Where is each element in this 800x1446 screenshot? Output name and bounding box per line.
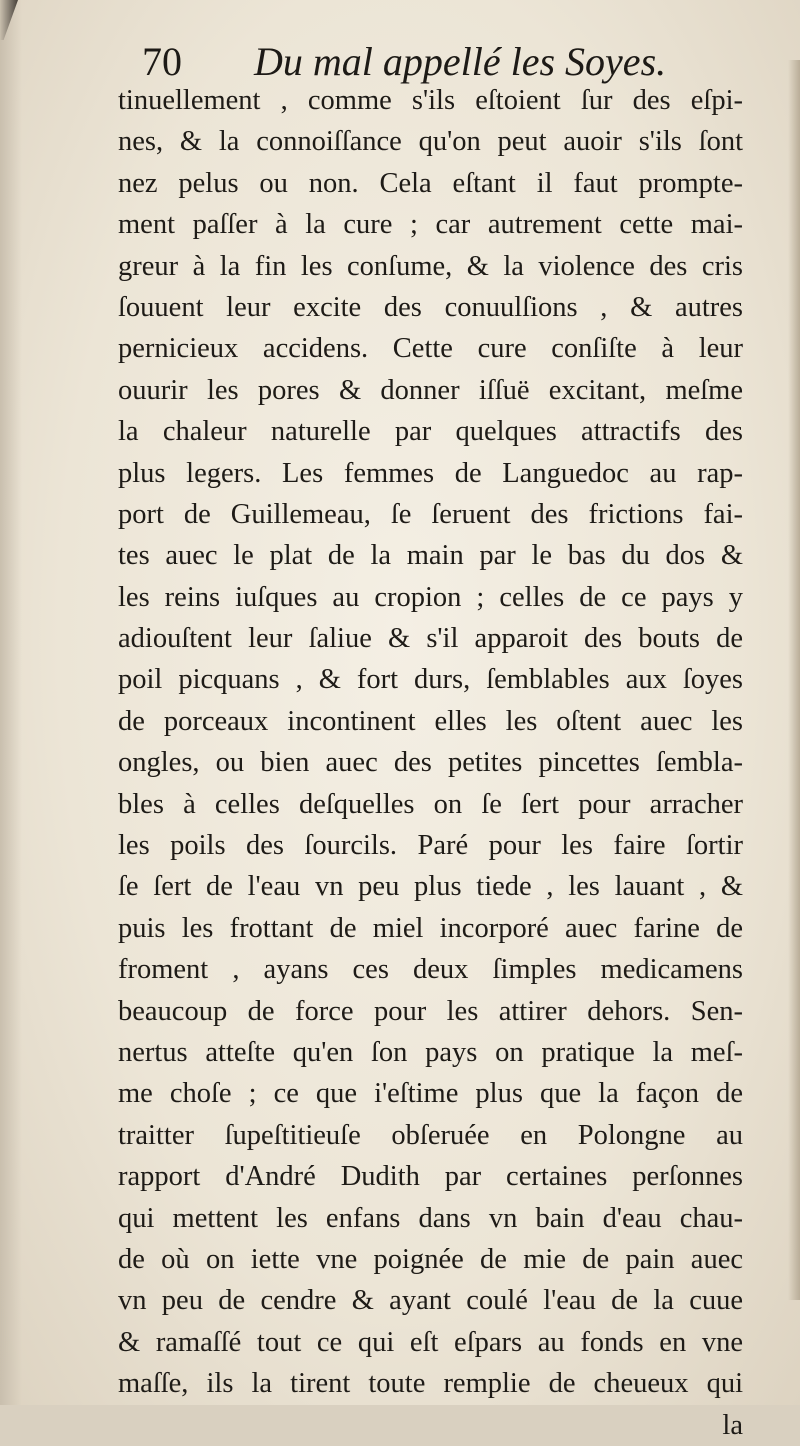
text-line: tinuellement , comme s'ils eſtoient ſur des eſpi-: [118, 85, 743, 116]
body-text: [118, 80, 743, 1446]
text-line: les poils des ſourcils. Paré pour les faire ſortir: [118, 830, 743, 862]
running-title: Du mal appellé les Soyes.: [254, 39, 667, 84]
text-line: bles à celles deſquelles on ſe ſert pour arracher: [118, 788, 743, 820]
text-line: ongles, ou bien auec des petites pincettes ſembla-: [118, 747, 743, 779]
text-line: qui mettent les enfans dans vn bain d'eau chau-: [118, 1202, 743, 1234]
text-line: de où on iette vne poignée de mie de pain auec: [118, 1243, 743, 1275]
binding-shadow: [0, 0, 22, 1405]
text-line: tes auec le plat de la main par le bas du dos &: [118, 540, 743, 572]
text-line: puis les frottant de miel incorporé auec farine de: [118, 912, 743, 944]
text-line: & ramaſſé tout ce qui eſt eſpars au fonds en vne: [118, 1326, 743, 1358]
text-line: poil picquans , & fort durs, ſemblables aux ſoyes: [118, 664, 743, 696]
text-line: greur à la fin les conſume, & la violence des cris: [118, 250, 743, 282]
text-line: beaucoup de force pour les attirer dehors. Sen-: [118, 995, 743, 1027]
text-line: me choſe ; ce que i'eſtime plus que la façon de: [118, 1078, 743, 1110]
page-edge-shadow: [788, 60, 800, 1300]
text-line: vn peu de cendre & ayant coulé l'eau de la cuue: [118, 1285, 743, 1317]
text-line: la chaleur naturelle par quelques attractifs des: [118, 416, 743, 448]
text-line: nez pelus ou non. Cela eſtant il faut prompte-: [118, 167, 743, 199]
text-line: ouurir les pores & donner iſſuë excitant, meſme: [118, 374, 743, 406]
text-line: ment paſſer à la cure ; car autrement cette mai-: [118, 209, 743, 241]
text-line: port de Guillemeau, ſe ſeruent des frictions fai-: [118, 498, 743, 530]
catchword: la: [722, 1409, 743, 1441]
text-line: ſouuent leur excite des conuulſions , & autres: [118, 291, 743, 323]
text-line: rapport d'André Dudith par certaines perſonnes: [118, 1161, 743, 1193]
text-line: nertus atteſte qu'en ſon pays on pratique la meſ-: [118, 1036, 743, 1068]
text-line: les reins iuſques au cropion ; celles de ce pays y: [118, 581, 743, 613]
text-line: plus legers. Les femmes de Languedoc au rap-: [118, 457, 743, 489]
text-line: de porceaux incontinent elles les oſtent auec les: [118, 705, 743, 737]
text-line: pernicieux accidens. Cette cure conſiſte à leur: [118, 333, 743, 365]
text-line: traitter ſupeſtitieuſe obſeruée en Polongne au: [118, 1119, 743, 1151]
text-line: nes, & la connoiſſance qu'on peut auoir s'ils ſont: [118, 126, 743, 158]
text-line: adiouſtent leur ſaliue & s'il apparoit des bouts de: [118, 623, 743, 655]
text-line: ſe ſert de l'eau vn peu plus tiede , les lauant , &: [118, 871, 743, 903]
text-line: froment , ayans ces deux ſimples medicamens: [118, 954, 743, 986]
page-number: 70: [142, 39, 182, 84]
text-line: maſſe, ils la tirent toute remplie de cheueux qui: [118, 1368, 743, 1400]
